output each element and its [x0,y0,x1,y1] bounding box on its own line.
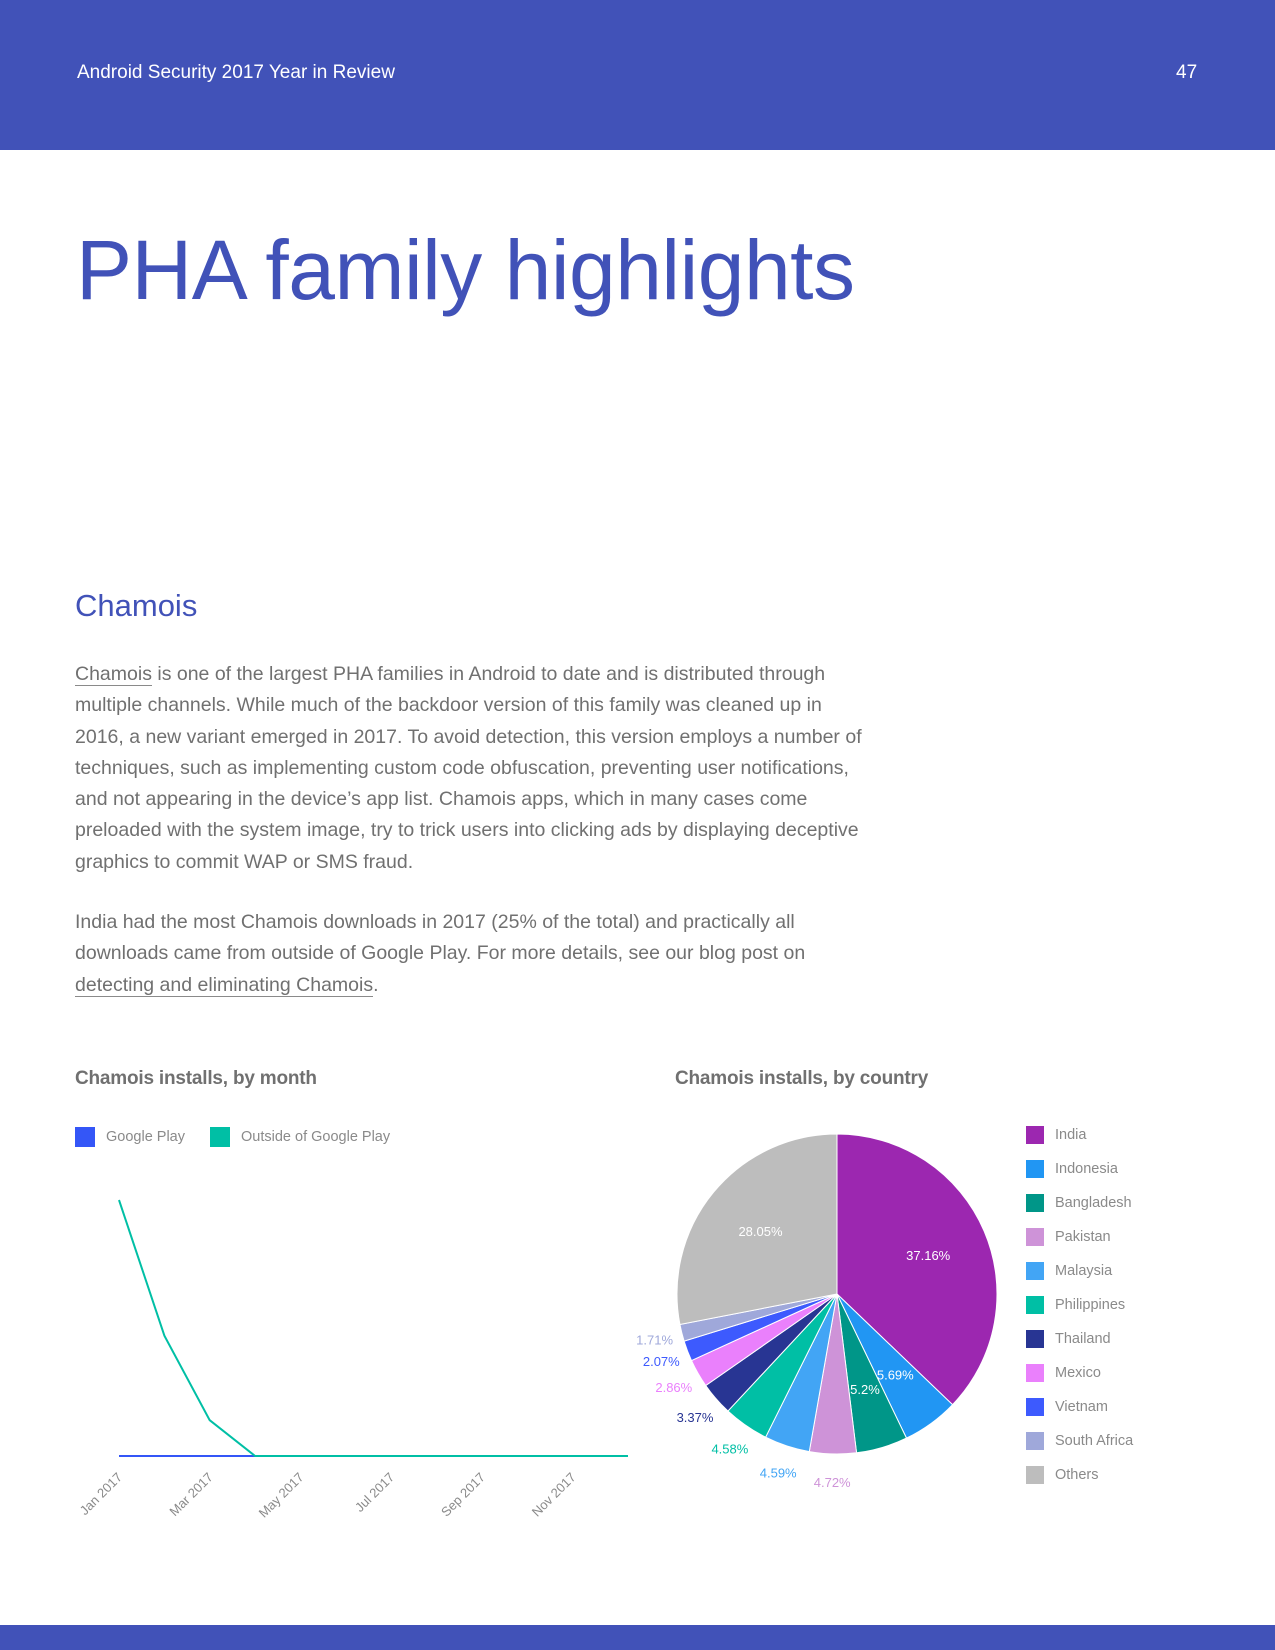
pie-data-label: 4.58% [711,1441,749,1457]
pie-data-label: 37.16% [906,1248,951,1264]
legend-label: India [1055,1127,1087,1143]
paragraph-2 [75,907,865,1001]
legend-swatch [1026,1262,1044,1280]
legend-label: Outside of Google Play [241,1129,391,1145]
paragraph-1-text: is one of the largest PHA families in Android to date and is distributed through multiple channels. While much of the backdoor version of this family was cleaned up in 2016, a new variant emerged in 2017. To avoid detection, this version employs a number of techniques, such as implementing custom code obfuscation, preventing user notifications, and not appearing in the device’s app list. Chamois apps, which in many cases come preloaded with the system image, try to trick users into clicking ads by displaying deceptive graphics to commit WAP or SMS fraud. [75,663,862,873]
header-title: Android Security 2017 Year in Review [77,62,395,83]
line-chart-title: Chamois installs, by month [75,1068,317,1089]
x-tick-label: Nov 2017 [528,1469,579,1520]
legend-swatch [1026,1432,1044,1450]
pie-data-label: 2.07% [642,1354,680,1369]
legend-swatch [1026,1330,1044,1348]
line-legend-outside-google-play [210,1127,390,1147]
pie-legend-item [1026,1296,1125,1314]
x-tick-label: May 2017 [255,1469,307,1521]
legend-label: Philippines [1055,1297,1126,1313]
pie-data-label: 28.05% [738,1223,783,1239]
pie-legend-item [1026,1262,1112,1280]
legend-label: Mexico [1055,1365,1101,1381]
pie-legend-item [1026,1466,1099,1484]
legend-label: Indonesia [1055,1161,1118,1177]
legend-label: Thailand [1055,1331,1111,1347]
legend-swatch [1026,1194,1044,1212]
legend-label: Others [1055,1467,1099,1483]
pie-legend-item [1026,1194,1132,1212]
legend-swatch [1026,1296,1044,1314]
legend-swatch [75,1127,95,1147]
pie-data-label: 5.2% [850,1382,880,1398]
legend-swatch [1026,1160,1044,1178]
legend-swatch [1026,1466,1044,1484]
blog-post-link[interactable]: detecting and eliminating Chamois [75,973,374,996]
legend-swatch [210,1127,230,1147]
pie-legend-item [1026,1228,1111,1246]
pie-legend-item [1026,1432,1133,1450]
legend-label: Malaysia [1055,1263,1113,1279]
pie-chart [600,1110,1020,1490]
legend-swatch [1026,1364,1044,1382]
paragraph-2-end: . [373,973,379,996]
pie-data-label: 1.71% [636,1332,674,1348]
legend-swatch [1026,1228,1044,1246]
legend-label: Vietnam [1055,1399,1108,1415]
pie-legend-item [1026,1330,1111,1348]
legend-label: Google Play [106,1129,185,1145]
pie-data-label: 2.86% [655,1380,693,1396]
x-tick-label: Mar 2017 [166,1469,216,1519]
pie-legend-item [1026,1126,1086,1144]
legend-label: Bangladesh [1055,1195,1132,1211]
page-title: PHA family highlights [76,223,855,317]
paragraph-2-text: India had the most Chamois downloads in 2017 (25% of the total) and practically all downloads came from outside of Google Play. For more details, see our blog post on [75,911,806,965]
pie-legend-item [1026,1398,1108,1416]
pie-data-label: 5.69% [876,1367,914,1383]
line-legend-google-play [75,1127,185,1147]
header-bar [0,0,1275,150]
pie-data-label: 3.37% [676,1410,714,1426]
x-tick-label: Jan 2017 [76,1469,126,1518]
pie-data-label: 4.72% [813,1474,851,1490]
page-number: 47 [1176,62,1198,83]
line-series-outside-google-play [119,1200,628,1456]
legend-label: Pakistan [1055,1229,1111,1245]
section-heading: Chamois [75,588,198,623]
pie-legend-item [1026,1160,1118,1178]
pie-chart-title: Chamois installs, by country [675,1068,929,1089]
pie-data-label: 4.59% [759,1465,797,1481]
x-tick-label: Jul 2017 [351,1469,398,1515]
x-tick-label: Sep 2017 [438,1469,489,1520]
line-chart [60,1180,630,1540]
pie-legend-item [1026,1364,1101,1382]
legend-swatch [1026,1126,1044,1144]
paragraph-1 [75,659,865,878]
footer-bar [0,1625,1275,1650]
chamois-link[interactable]: Chamois [75,663,152,685]
legend-label: South Africa [1055,1433,1134,1449]
legend-swatch [1026,1398,1044,1416]
